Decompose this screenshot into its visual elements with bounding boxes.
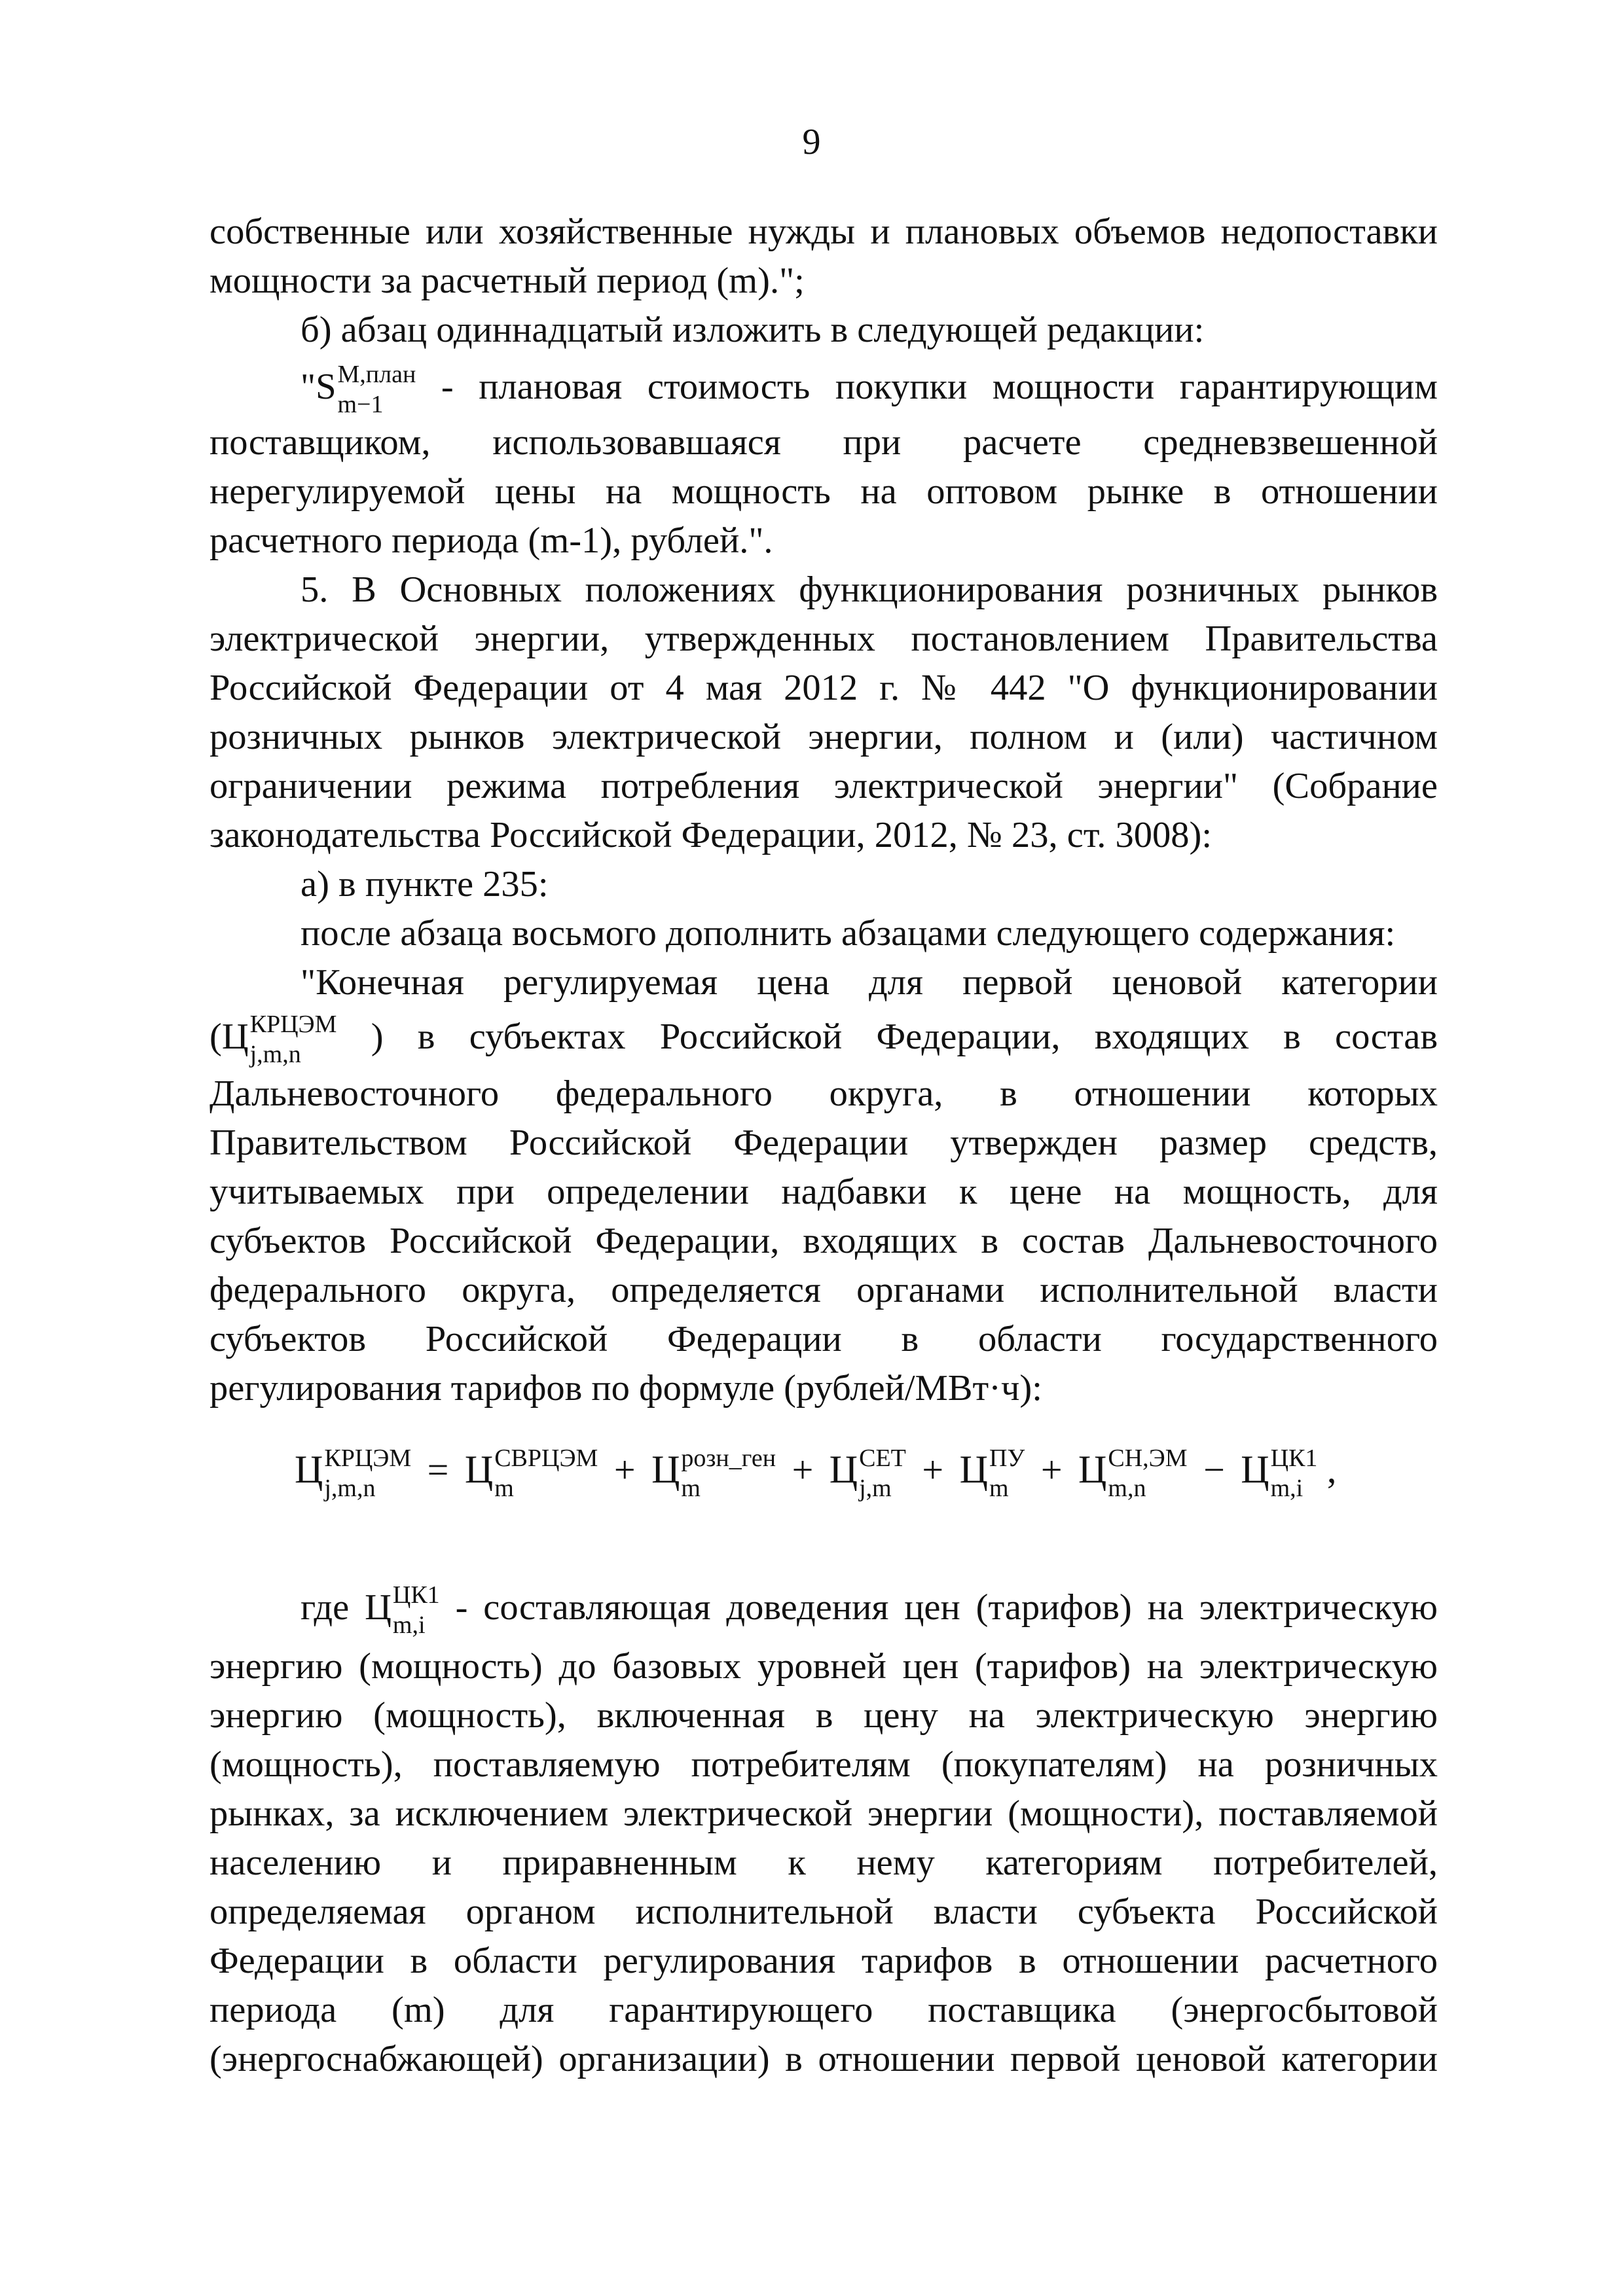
text-line: б) абзац одиннадцатый изложить в следующей редакции: (301, 310, 1205, 350)
page-number: 9 (802, 122, 821, 162)
formula-term: Ц СВРЦЭМ m (464, 1444, 598, 1502)
text-line: Правительством Российской Федерации утвержден размер средств, (210, 1122, 1438, 1163)
text-line: собственные или хозяйственные нужды и плановых объемов недопоставки (210, 211, 1438, 252)
text-line: определяемая органом исполнительной власти субъекта Российской (210, 1892, 1438, 1932)
text-line: (энергоснабжающей) организации) в отношении первой ценовой категории (210, 2039, 1438, 2079)
text-line: Российской Федерации от 4 мая 2012 г. № 442 "О функционировании (210, 668, 1438, 708)
formula-term: Ц КРЦЭМ j,m,n (295, 1444, 412, 1502)
text-line: федерального округа, определяется органами исполнительной власти (210, 1270, 1438, 1310)
text-line: рынках, за исключением электрической энергии (мощности), поставляемой (210, 1793, 1438, 1834)
symbol-ck1: где Ц ЦК1 m,i (301, 1581, 440, 1640)
text-line: розничных рынков электрической энергии, полном и (или) частичном (210, 717, 1438, 757)
text-line: расчетного периода (m-1), рублей.". (210, 520, 773, 561)
formula-term: Ц СЕТ j,m (829, 1444, 906, 1502)
text-line: ограничении режима потребления электрической энергии" (Собрание (210, 766, 1438, 806)
symbol-krcem: (Ц КРЦЭМ j,m,n (210, 1011, 337, 1069)
text-line: "Конечная регулируемая цена для первой ценовой категории (301, 962, 1438, 1003)
definition-line: где Ц ЦК1 m,i - составляющая доведения цен (тарифов) на электрическую (301, 1581, 1438, 1640)
formula-term: Ц СН,ЭМ m,n (1078, 1444, 1188, 1502)
text-line: Дальневосточного федерального округа, в отношении которых (210, 1073, 1438, 1114)
text-line: поставщиком, использовавшаяся при расчете средневзвешенной (210, 422, 1438, 463)
text-line: Федерации в области регулирования тарифов в отношении расчетного (210, 1941, 1438, 1981)
text-line: электрической энергии, утвержденных постановлением Правительства (210, 619, 1438, 659)
text-line: учитываемых при определении надбавки к цене на мощность, для (210, 1172, 1438, 1212)
text-line: энергию (мощность), включенная в цену на электрическую энергию (210, 1695, 1438, 1736)
text-line: мощности за расчетный период (m)."; (210, 260, 805, 301)
text-line: после абзаца восьмого дополнить абзацами следующего содержания: (301, 913, 1396, 954)
symbol-s: "S М,план m−1 (301, 361, 416, 419)
text-line: регулирования тарифов по формуле (рублей/МВт·ч): (210, 1368, 1042, 1408)
text-line: законодательства Российской Федерации, 2012, № 23, ст. 3008): (210, 815, 1213, 855)
text-line: субъектов Российской Федерации, входящих в состав Дальневосточного (210, 1221, 1438, 1261)
formula-term: Ц ПУ m (959, 1444, 1025, 1502)
text-line: 5. В Основных положениях функционирования розничных рынков (301, 569, 1438, 610)
text-line: субъектов Российской Федерации в области государственного (210, 1319, 1438, 1359)
text-line: энергию (мощность) до базовых уровней цен (тарифов) на электрическую (210, 1646, 1438, 1687)
text-line: периода (m) для гарантирующего поставщика (энергосбытовой (210, 1990, 1438, 2030)
definition-line: (Ц КРЦЭМ j,m,n ) в субъектах Российской Федерации, входящих в состав (210, 1011, 1438, 1069)
text-line: (мощность), поставляемую потребителям (покупателям) на розничных (210, 1744, 1438, 1785)
text-line: а) в пункте 235: (301, 864, 549, 905)
price-formula: Ц КРЦЭМ j,m,n = Ц СВРЦЭМ m + Ц розн_ген m + Ц СЕТ j,m + Ц ПУ m + Ц СН,ЭМ m,n − Ц ЦК1 m,i , (295, 1444, 1337, 1502)
text-line: нерегулируемой цены на мощность на оптовом рынке в отношении (210, 471, 1438, 512)
definition-line: "S М,план m−1 - плановая стоимость покупки мощности гарантирующим (301, 361, 1438, 419)
text-line: населению и приравненным к нему категориям потребителей, (210, 1842, 1438, 1883)
formula-term: Ц розн_ген m (651, 1444, 776, 1502)
formula-term: Ц ЦК1 m,i (1241, 1444, 1318, 1502)
